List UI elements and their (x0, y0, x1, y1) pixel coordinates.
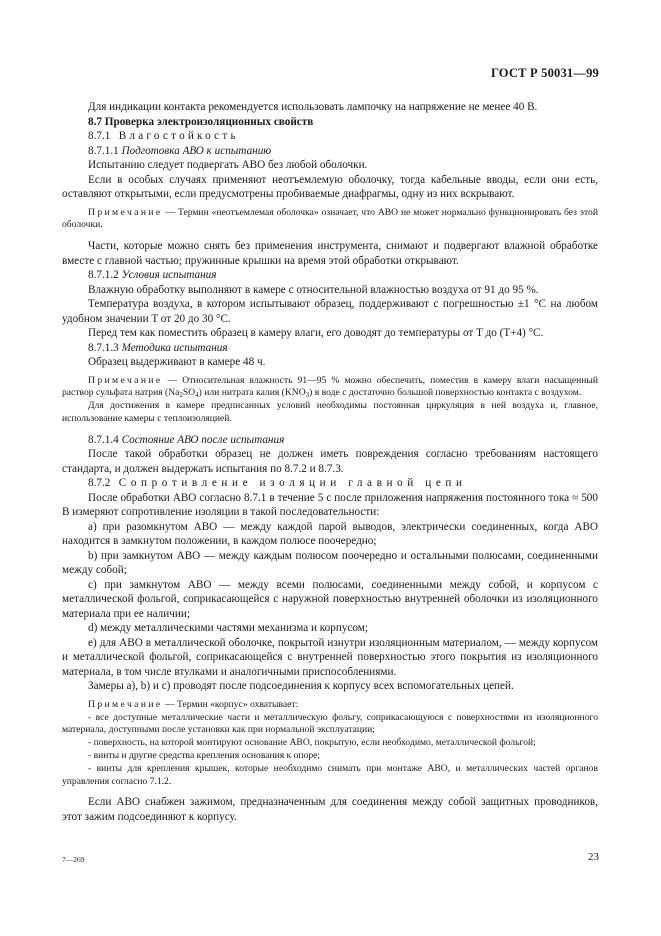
note-label: Примечание (88, 206, 163, 218)
paragraph: Образец выдерживают в камере 48 ч. (88, 356, 266, 369)
paragraph: Перед тем как поместить образец в камеру влаги, его доводят до температуры от T до (T+4) °С. (88, 327, 544, 340)
section-title: Сопротивление изоляции главной цепи (118, 477, 467, 490)
paragraph: Если в особых случаях применяют неотъемлемую оболочку, тогда кабельные вводы, если они есть, оставляют открытыми, если предусмотрены пробиваемые диафрагмы, одну из них вскрывают. (62, 173, 598, 200)
paragraph: Замеры а), b) и с) проводят после подсоединения к корпусу всех вспомогательных цепей. (88, 680, 514, 693)
note-text: — Относительная влажность 91—95 % можно обеспечить, поместив в камеру влаги насыщенный раствор сульфата натрия (Na (62, 374, 598, 399)
list-item-d: d) между металлическими частями механизма и корпусом; (88, 622, 368, 635)
subscript: 3 (305, 391, 310, 400)
note-3: Для достижения в камере предписанных условий необходимы постоянная циркуляция в ней воздуха и, главное, использование камеры с теплоизоляцией. (62, 400, 598, 424)
note-4-item: - винты для крепления крышек, которые необходимо снимать при монтаже АВО, и металлических частей органов управления согласно 7.1.2. (62, 762, 598, 787)
list-item-a: а) при разомкнутом АВО — между каждой парой выводов, электрически соединенных, когда АВО находится в замкнутом положении, в каждом полюсе поочередно; (62, 520, 598, 548)
subsection-8-7-1 (62, 129, 598, 144)
paragraph: Испытанию следует подвергать АВО без любой оболочки. (88, 159, 368, 171)
paragraph: Влажную обработку выполняют в камере с относительной влажностью воздуха от 91 до 95 %. (88, 283, 539, 296)
print-code: 7—269 (62, 855, 85, 864)
subsection-8-7-1-1 (62, 144, 598, 159)
section-number: 8.7.1.4 (88, 433, 119, 446)
paragraph: После обработки АВО согласно 8.7.1 в течение 5 с после приложения напряжения постоянного тока ≈ 500 В измеряют сопротивление изоляции в такой последовательности: (62, 491, 598, 519)
subsection-8-7-1-3 (62, 341, 598, 356)
subscript: 2 (179, 391, 183, 400)
note-1 (62, 207, 598, 233)
section-title: Методика испытания (121, 341, 228, 354)
paragraph: Температура воздуха, в котором испытывают образец, поддерживают с погрешностью ±1 °С на любом удобном значении T от 20 до 30 °С. (62, 298, 598, 325)
note-text: SO (182, 387, 196, 399)
list-item-c: с) при замкнутом АВО — между всеми полюсами, соединенными между собой, и корпусом с металлической фольгой, соприкасающейся с наружной поверхностью внутренней оболочки из изоляционного материала при ее наличии; (62, 578, 598, 620)
note-text: — Термин «корпус» охватывает: (164, 698, 299, 710)
section-title: Влагостойкость (118, 130, 239, 142)
note-4-item: - поверхность, на которой монтируют основание АВО, покрытую, если необходимо, металлической фольгой; (88, 737, 536, 749)
subsection-8-7-1-4 (62, 433, 598, 448)
section-number: 8.7.2 (88, 477, 111, 490)
paragraph: Если АВО снабжен зажимом, предназначенным для соединения между собой защитных проводников, этот зажим подсоединяют к корпусу. (62, 796, 598, 823)
note-label: Примечание (88, 698, 163, 710)
page-number: 23 (588, 851, 599, 863)
section-number: 8.7.1 (88, 130, 111, 142)
paragraph: После такой обработки образец не должен иметь повреждения согласно требованиям настоящего стандарта, и должен выдержать испытания по 8.7.2 и 8.7.3. (62, 448, 598, 475)
note-text: — Термин «неотъемлемая оболочка» означает, что АВО не может нормально функционировать без этой оболочки. (62, 206, 598, 231)
section-number: 8.7.1.1 (88, 144, 119, 157)
standard-header: ГОСТ Р 50031—99 (490, 66, 599, 80)
section-title: Подготовка АВО к испытанию (121, 144, 272, 157)
paragraph: Части, которые можно снять без применения инструмента, снимают и подвергают влажной обработке вместе с главной частью; пружинные крышки на время этой обработки открывают. (62, 240, 598, 267)
note-text: ) в воде с достаточно большой поверхностью контакта с воздухом. (309, 387, 582, 399)
list-item-e: е) для АВО в металлической оболочке, покрытой изнутри изоляционным материалом, — между корпусом и металлической фольгой, соприкасающейся с внутренней поверхностью этого покрытия из изоляционного материала, в том числе втулками и аналогичными приспособлениями. (62, 636, 598, 678)
list-item-b: b) при замкнутом АВО — между каждым полюсом поочередно и остальными полюсами, соединенными между собой; (62, 549, 598, 577)
note-text: ) или нитрата калия (KNO (198, 387, 306, 399)
section-number: 8.7.1.2 (88, 269, 119, 282)
note-label: Примечание (88, 374, 163, 386)
section-title: Условия испытания (121, 269, 217, 282)
subsection-8-7-2 (62, 476, 598, 491)
subsection-8-7-1-2 (62, 268, 598, 283)
note-4-item: - винты и другие средства крепления основания к опоре; (88, 749, 321, 761)
section-number: 8.7.1.3 (88, 341, 119, 354)
note-4 (62, 699, 598, 712)
section-heading-8-7: 8.7 Проверка электроизоляционных свойств (88, 115, 314, 128)
note-2 (62, 375, 598, 401)
paragraph-lamp: Для индикации контакта рекомендуется использовать лампочку на напряжение не менее 40 В. (88, 101, 538, 113)
page-body (62, 100, 598, 824)
section-title: Состояние АВО после испытания (121, 433, 285, 446)
subscript: 4 (195, 391, 199, 400)
note-4-item: - все доступные металлические части и металлическую фольгу, соприкасающуюся с поверхностями из изоляционного материала, доступными после установки как при нормальной эксплуатации; (62, 711, 598, 736)
